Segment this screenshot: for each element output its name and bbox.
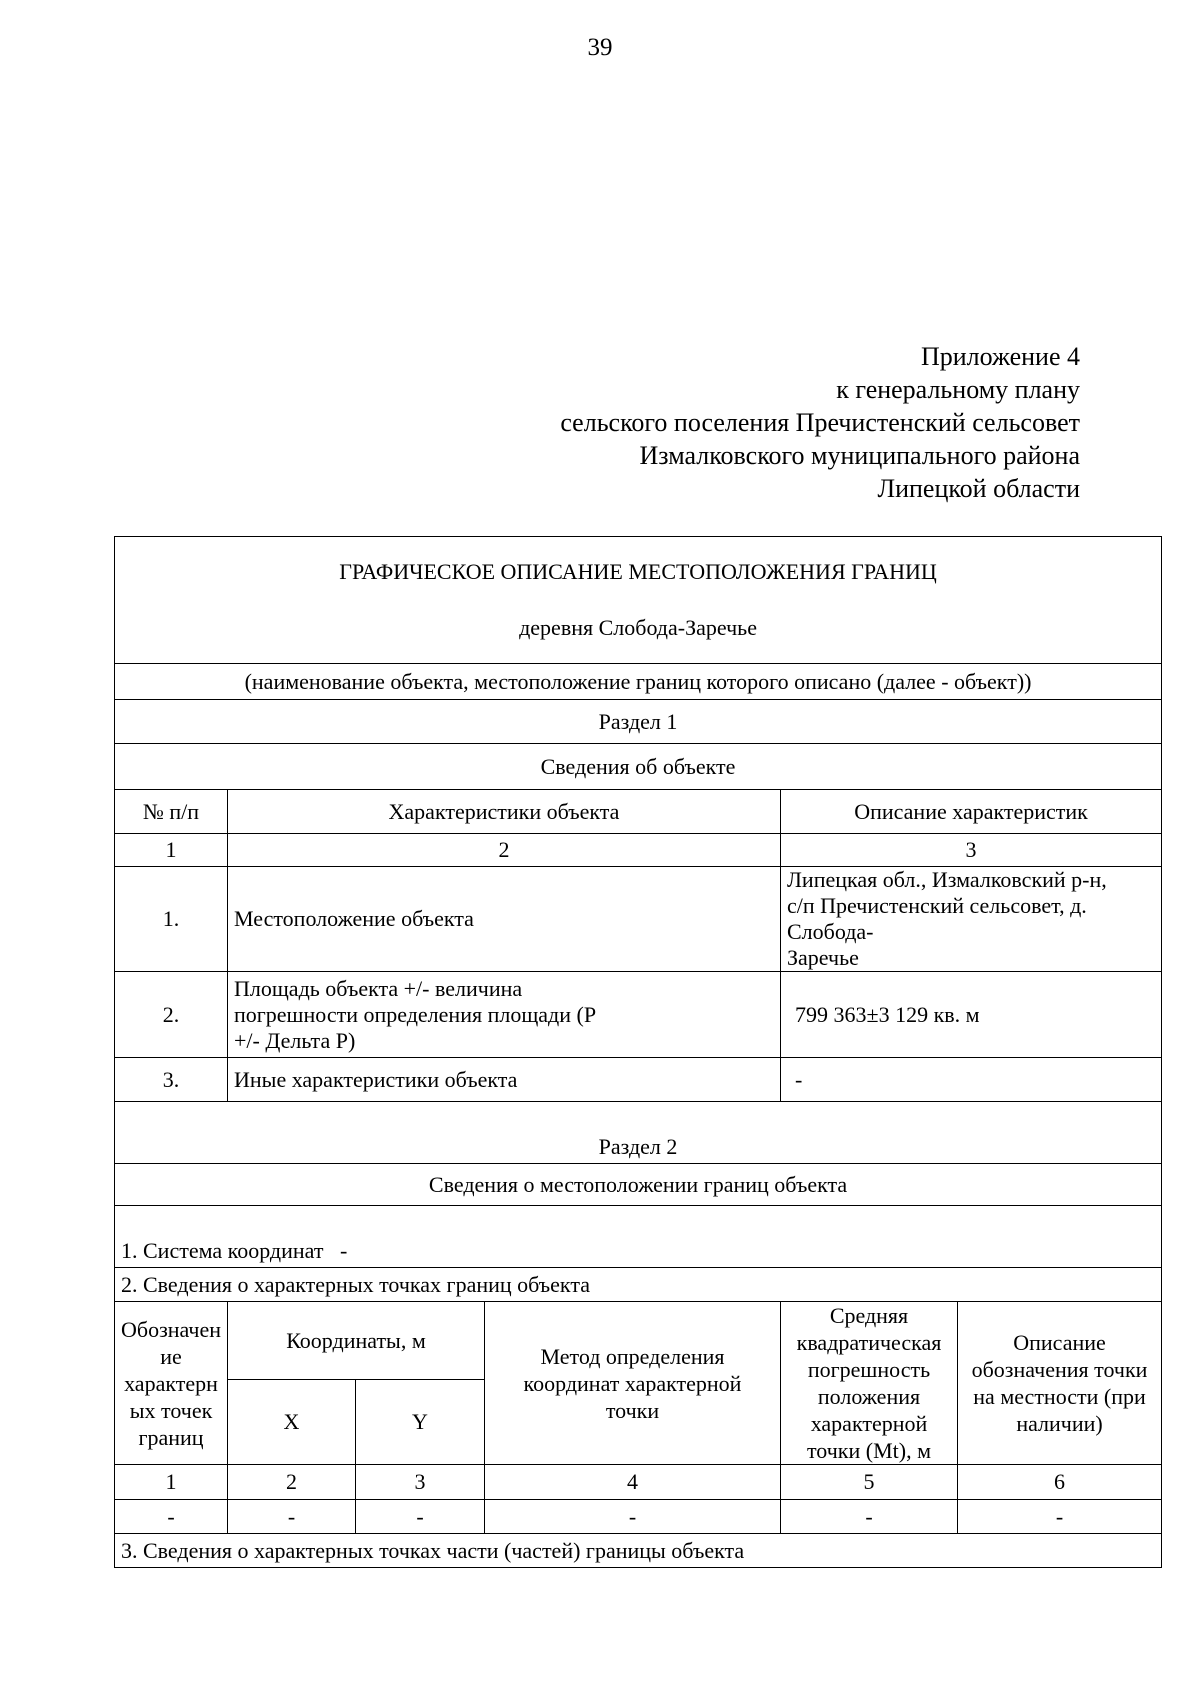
row-description: 799 363±3 129 кв. м — [781, 972, 1162, 1058]
description-line: с/п Пречистенский сельсовет, д. Слобода- — [787, 893, 1087, 944]
data-cell: - — [485, 1500, 781, 1534]
header-y: Y — [356, 1380, 485, 1465]
header-line: на местности (при — [973, 1384, 1146, 1409]
header-line: наличии) — [1016, 1411, 1103, 1436]
header-line: квадратическая — [796, 1330, 942, 1355]
header-num: № п/п — [115, 790, 228, 834]
object-name: деревня Слобода-Заречье — [519, 615, 757, 640]
header-point-description — [958, 1302, 1162, 1465]
boundary-description-table — [114, 536, 1162, 1568]
row-characteristic — [228, 972, 781, 1058]
characteristic-line: +/- Дельта Р) — [234, 1027, 356, 1053]
section1-title: Раздел 1 — [115, 700, 1162, 744]
section1-subtitle: Сведения об объекте — [115, 744, 1162, 790]
parts-heading: 3. Сведения о характерных точках части (частей) границы объекта — [115, 1534, 1162, 1568]
characteristic-line: погрешности определения площади (Р — [234, 1001, 597, 1027]
data-cell: - — [228, 1500, 356, 1534]
description-line: Заречье — [787, 945, 859, 970]
header-line: ых точек — [129, 1397, 213, 1423]
header-line: координат характерной — [523, 1370, 742, 1396]
section2-header-row — [115, 1302, 1162, 1380]
header-line: обозначения точки — [971, 1357, 1148, 1382]
data-cell: - — [958, 1500, 1162, 1534]
section1-header-row — [115, 790, 1162, 834]
object-name-caption: (наименование объекта, местоположение границ которого описано (далее - объект)) — [115, 664, 1162, 700]
header-error — [781, 1302, 958, 1465]
header-line: границ — [138, 1424, 204, 1450]
document-title-cell — [115, 537, 1162, 664]
data-cell: - — [115, 1500, 228, 1534]
coordinate-system: 1. Система координат - — [115, 1206, 1162, 1268]
table-row — [115, 972, 1162, 1058]
section2-column-numbers — [115, 1465, 1162, 1500]
column-number: 4 — [485, 1465, 781, 1500]
header-x: X — [228, 1380, 356, 1465]
header-line: точки — [605, 1397, 660, 1423]
column-number: 1 — [115, 1465, 228, 1500]
column-number: 3 — [356, 1465, 485, 1500]
table-row — [115, 867, 1162, 972]
header-designation — [115, 1302, 228, 1465]
appendix-line: сельского поселения Пречистенский сельсовет — [560, 408, 1080, 437]
column-number: 5 — [781, 1465, 958, 1500]
header-line: Обозначен — [120, 1316, 222, 1342]
section2-title: Раздел 2 — [115, 1102, 1162, 1164]
column-number: 3 — [781, 834, 1162, 867]
header-method — [485, 1302, 781, 1465]
section1-column-numbers — [115, 834, 1162, 867]
appendix-line: Липецкой области — [877, 474, 1080, 503]
column-number: 2 — [228, 834, 781, 867]
row-num: 1. — [115, 867, 228, 972]
table-row — [115, 1058, 1162, 1102]
appendix-header — [560, 340, 1080, 505]
row-description: - — [781, 1058, 1162, 1102]
row-description — [781, 867, 1162, 972]
header-line: Средняя — [829, 1303, 909, 1328]
header-line: Метод определения — [540, 1343, 725, 1369]
appendix-line: Приложение 4 — [920, 342, 1080, 371]
row-num: 3. — [115, 1058, 228, 1102]
header-line: характерн — [124, 1370, 218, 1396]
header-coordinates: Координаты, м — [228, 1302, 485, 1380]
description-line: Липецкая обл., Измалковский р-н, — [787, 867, 1107, 892]
row-num: 2. — [115, 972, 228, 1058]
section2-subtitle: Сведения о местоположении границ объекта — [115, 1164, 1162, 1206]
header-line: Описание — [1013, 1330, 1106, 1355]
page-number: 39 — [587, 34, 613, 61]
row-characteristic: Иные характеристики объекта — [228, 1058, 781, 1102]
header-description: Описание характеристик — [781, 790, 1162, 834]
appendix-line: Измалковского муниципального района — [639, 441, 1080, 470]
header-line: погрешность — [807, 1357, 931, 1382]
table-row — [115, 1500, 1162, 1534]
data-cell: - — [356, 1500, 485, 1534]
header-line: ие — [160, 1343, 182, 1369]
data-cell: - — [781, 1500, 958, 1534]
header-line: характерной — [810, 1411, 928, 1436]
column-number: 6 — [958, 1465, 1162, 1500]
points-heading: 2. Сведения о характерных точках границ объекта — [115, 1268, 1162, 1302]
header-characteristic: Характеристики объекта — [228, 790, 781, 834]
title-row — [115, 537, 1162, 664]
column-number: 1 — [115, 834, 228, 867]
header-line: положения — [817, 1384, 921, 1409]
column-number: 2 — [228, 1465, 356, 1500]
header-line: точки (Mt), м — [806, 1438, 932, 1463]
row-characteristic: Местоположение объекта — [228, 867, 781, 972]
characteristic-line: Площадь объекта +/- величина — [234, 975, 523, 1001]
document-title: ГРАФИЧЕСКОЕ ОПИСАНИЕ МЕСТОПОЛОЖЕНИЯ ГРАНИЦ — [339, 559, 937, 584]
appendix-line: к генеральному плану — [836, 375, 1080, 404]
